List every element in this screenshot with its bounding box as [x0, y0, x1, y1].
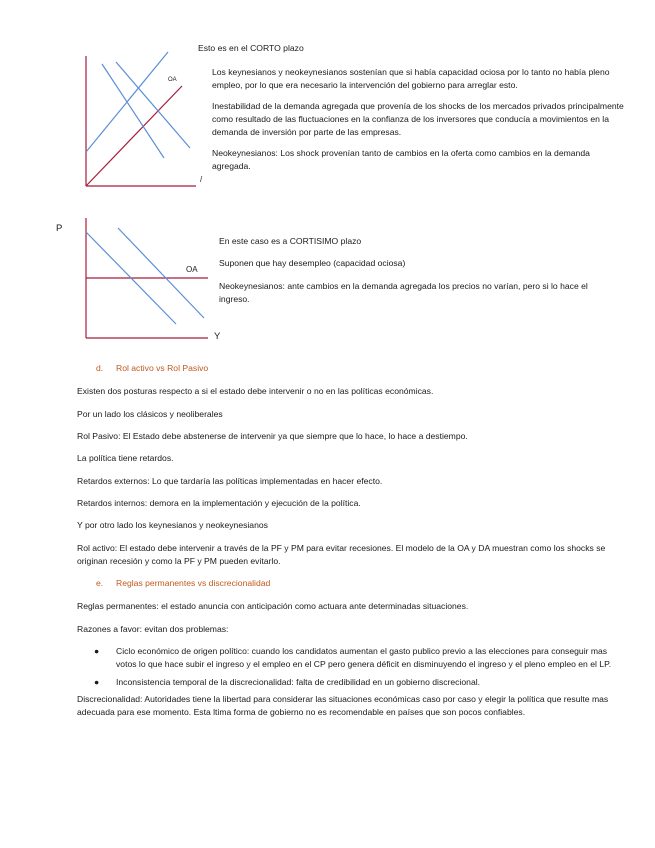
section3-p5: Retardos externos: Lo que tardaría las políticas implementadas en hacer efecto.	[77, 475, 383, 486]
list-item	[77, 645, 617, 672]
graph1-corner-mark: /	[200, 175, 203, 184]
section1-p1: Los keynesianos y neokeynesianos sostenían que si había capacidad ociosa por lo tanto no había pleno empleo, por lo que era necesario la intervención del gobierno para arreglar esto.	[212, 67, 610, 91]
bullet-icon: ●	[94, 676, 100, 687]
heading-d	[77, 362, 617, 375]
oa-curve	[86, 86, 182, 186]
section3-p4: La política tiene retardos.	[77, 453, 174, 464]
heading-d-title: Rol activo vs Rol Pasivo	[116, 363, 209, 373]
heading-e-title: Reglas permanentes vs discrecionalidad	[116, 578, 271, 589]
heading-d-letter: d.	[96, 363, 104, 373]
da-curve-1	[116, 62, 190, 148]
section2-body	[219, 235, 619, 315]
list-item-text: Inconsistencia temporal de la discrecionalidad: falta de credibilidad en un gobierno discrecional.	[116, 676, 481, 687]
section1-body	[212, 66, 627, 180]
section2-p2: Suponen que hay desempleo (capacidad ociosa)	[219, 258, 406, 269]
section4-p2: Razones a favor: evitan dos problemas:	[77, 623, 229, 634]
bullet-icon: ●	[94, 646, 100, 657]
section3-p1: Existen dos posturas respecto a si el estado debe intervenir o no en las políticas económicas.	[77, 386, 434, 397]
section3-p6: Retardos internos: demora en la implementación y ejecución de la política.	[77, 497, 361, 508]
section2-p3: Neokeynesianos: ante cambios en la demanda agregada los precios no varían, pero si lo hace el ingreso.	[219, 280, 588, 304]
graph-very-short-run	[82, 218, 212, 342]
heading-e	[77, 577, 617, 590]
section1-p2: Inestabilidad de la demanda agregada que provenía de los shocks de los mercados privados principalmente como resultado de las fluctuaciones en la confianza de los inversores que conducía a movimientos en la demanda de inversión por parte de las empresas.	[212, 100, 624, 138]
graph2-y-label: Y	[214, 331, 221, 342]
graph-short-run	[78, 48, 218, 190]
section3-p7: Y por otro lado los keynesianos y neokeynesianos	[77, 520, 268, 531]
section1-p3: Neokeynesianos: Los shock provenían tanto de cambios en la oferta como cambios en la demanda agregada.	[212, 147, 590, 171]
main-body	[77, 362, 617, 729]
reasons-list	[77, 645, 617, 689]
section1-title: Esto es en el CORTO plazo	[198, 43, 304, 53]
graph2-p-label: P	[56, 223, 63, 234]
heading-e-letter: e.	[96, 578, 104, 589]
graph2-oa-label: OA	[186, 265, 198, 274]
section4-p1: Reglas permanentes: el estado anuncia con anticipación como actuara ante determinadas situaciones.	[77, 601, 469, 612]
graph1-oa-label: OA	[168, 77, 177, 83]
section3-p8: Rol activo: El estado debe intervenir a través de la PF y PM para evitar recesiones. El modelo de la OA y DA muestran como los shocks se originan recesión y como la PF y PM pueden evitarlo.	[77, 542, 606, 566]
list-item-text: Ciclo económico de origen político: cuando los candidatos aumentan el gasto publico previo a las elecciones para conseguir mas votos lo que hace subir el ingreso y el empleo en el CP pero genera déficit en disminuyendo el ingreso y el pleno empleo en el LP.	[116, 646, 612, 670]
section4-p3: Discrecionalidad: Autoridades tiene la libertad para considerar las situaciones económicas caso por caso y elegir la política que resulte mas adecuada para ese momento. Esta ltima forma de gobierno no es recomendable en países que son pocos confiables.	[77, 694, 609, 718]
da-curve-3	[86, 52, 168, 152]
section3-p2: Por un lado los clásicos y neoliberales	[77, 408, 223, 419]
list-item	[77, 676, 617, 689]
section2-p1: En este caso es a CORTISIMO plazo	[219, 236, 362, 246]
section3-p3: Rol Pasivo: El Estado debe abstenerse de intervenir ya que siempre que lo hace, lo hace a destiempo.	[77, 430, 468, 441]
da-curve-2	[102, 64, 164, 158]
